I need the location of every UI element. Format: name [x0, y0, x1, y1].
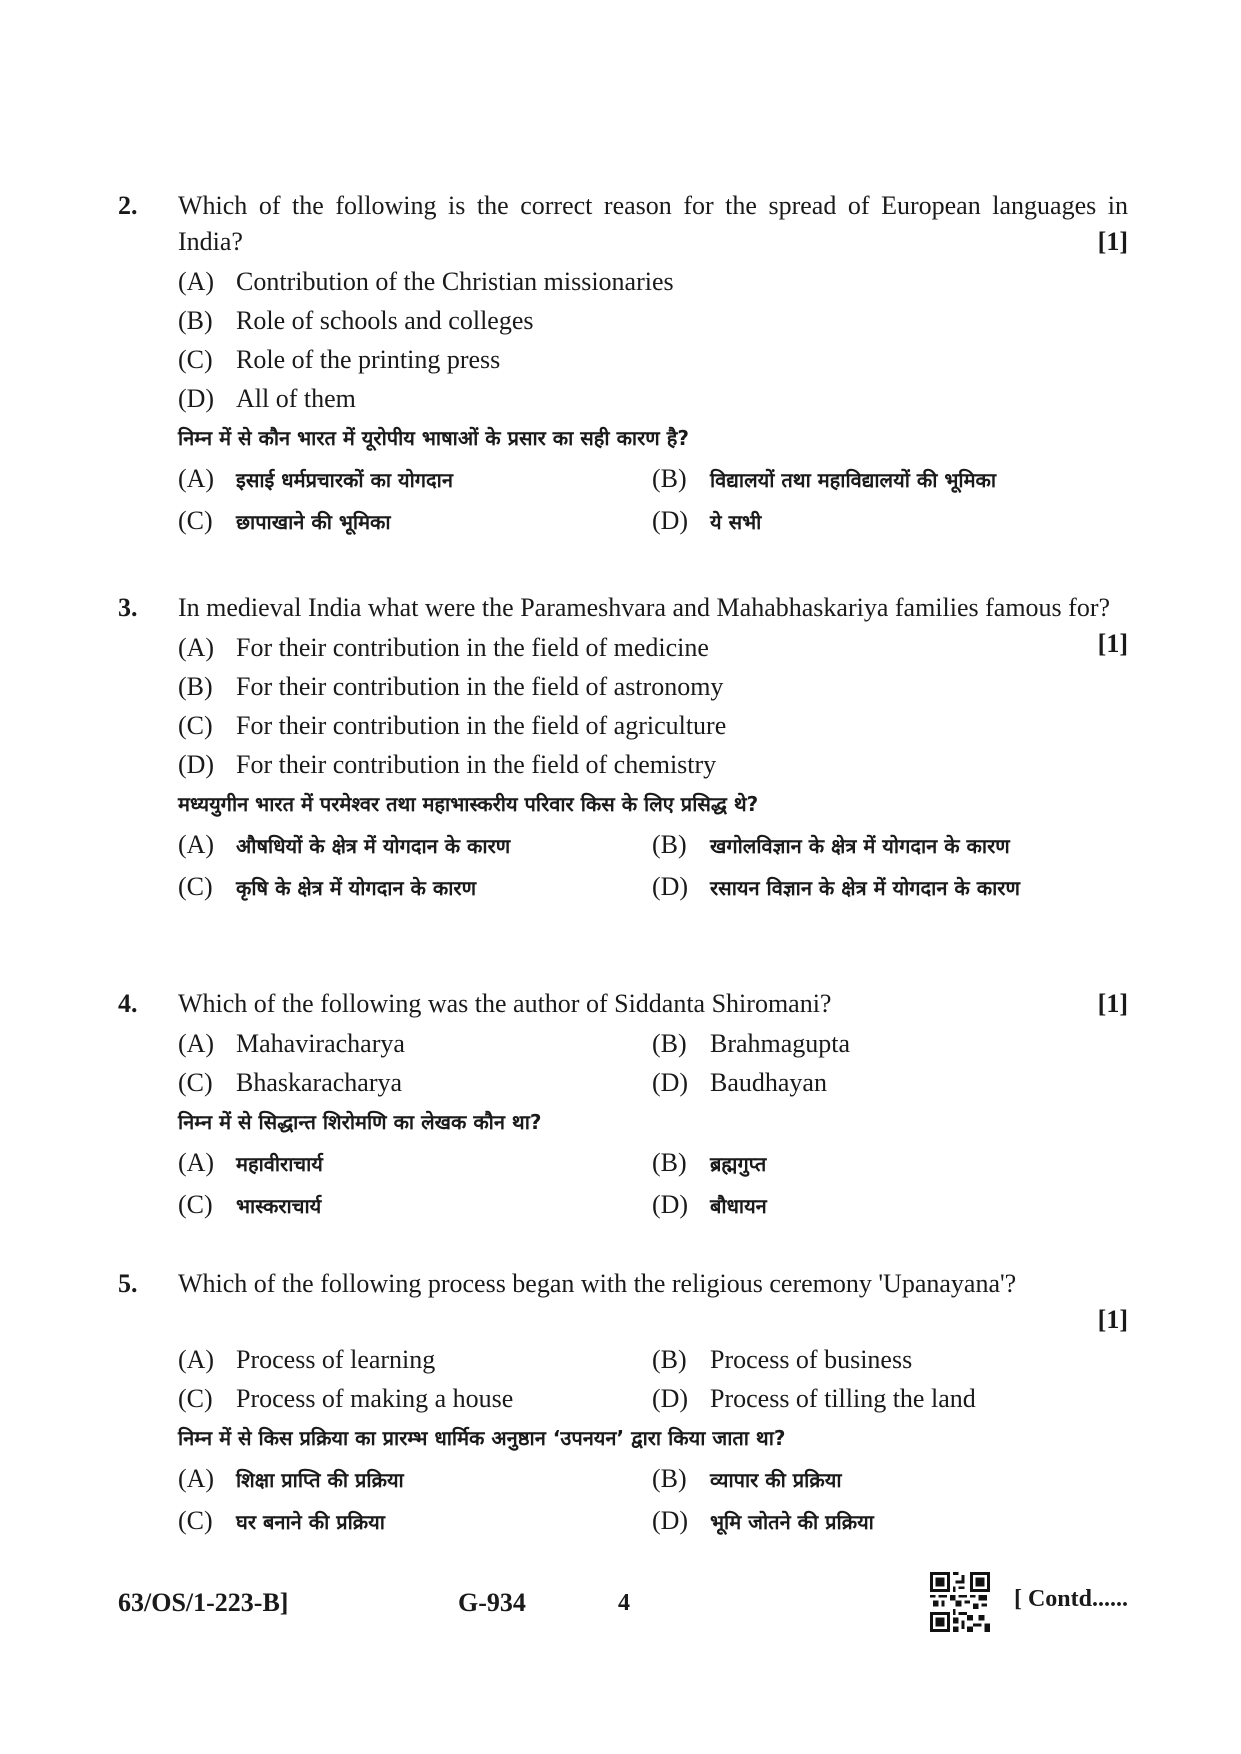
- hindi-option-c: (C) छापाखाने की भूमिका: [178, 506, 391, 535]
- hindi-question-text: निम्न में से कौन भारत में यूरोपीय भाषाओं के प्रसार का सही कारण है?: [178, 426, 689, 450]
- option-d: (D) For their contribution in the field of chemistry: [178, 750, 717, 779]
- hindi-options-row-2: [178, 1184, 1128, 1226]
- hindi-option-a: (A) इसाई धर्मप्रचारकों का योगदान: [178, 464, 453, 493]
- question-number: 2.: [118, 191, 138, 220]
- hindi-question-text: निम्न में से किस प्रक्रिया का प्रारम्भ धार्मिक अनुष्ठान ‘उपनयन’ द्वारा किया जाता था?: [178, 1426, 786, 1450]
- hindi-options-row-2: [178, 866, 1128, 908]
- english-options: [178, 628, 1128, 784]
- question-5: [118, 1266, 1128, 1542]
- hindi-option-c: (C) घर बनाने की प्रक्रिया: [178, 1506, 385, 1535]
- option-a: (A) Process of learning: [178, 1345, 436, 1374]
- page-number: 4: [618, 1590, 630, 1616]
- series-code: G-934: [458, 1588, 526, 1617]
- hindi-option-b: (B) विद्यालयों तथा महाविद्यालयों की भूमिका: [652, 464, 997, 493]
- option-c: (C) For their contribution in the field of agriculture: [178, 711, 727, 740]
- continued-label: [ Contd......: [1013, 1586, 1128, 1612]
- paper-code: 63/OS/1-223-B]: [118, 1588, 289, 1617]
- hindi-option-c: (C) भास्कराचार्य: [178, 1190, 322, 1219]
- option-a: (A) Mahaviracharya: [178, 1029, 405, 1058]
- question-text: Which of the following process began with the religious ceremony 'Upanayana'?: [178, 1269, 1017, 1298]
- hindi-option-b: (B) ब्रह्मगुप्त: [652, 1148, 767, 1177]
- question-marks: [1]: [1097, 1305, 1128, 1334]
- qr-code-icon: [930, 1572, 990, 1632]
- question-marks: [1]: [1097, 227, 1128, 256]
- english-options: [178, 1024, 1128, 1102]
- question-4: [118, 986, 1128, 1226]
- hindi-option-d: (D) ये सभी: [652, 506, 762, 535]
- hindi-option-a: (A) शिक्षा प्राप्ति की प्रक्रिया: [178, 1464, 404, 1493]
- option-c: (C) Role of the printing press: [178, 345, 501, 374]
- english-options: [178, 1340, 1128, 1418]
- hindi-options-row-1: [178, 458, 1128, 500]
- option-a: (A) For their contribution in the field of medicine: [178, 633, 709, 662]
- option-b: (B) Brahmagupta: [652, 1029, 851, 1058]
- question-marks: [1]: [1097, 629, 1128, 658]
- option-b: (B) Role of schools and colleges: [178, 306, 534, 335]
- hindi-option-d: (D) भूमि जोतने की प्रक्रिया: [652, 1506, 874, 1535]
- question-2: [118, 188, 1128, 542]
- english-options: [178, 262, 1128, 418]
- hindi-option-b: (B) खगोलविज्ञान के क्षेत्र में योगदान के कारण: [652, 830, 1010, 859]
- hindi-options-row-1: [178, 824, 1128, 866]
- hindi-option-c: (C) कृषि के क्षेत्र में योगदान के कारण: [178, 872, 477, 901]
- hindi-option-a: (A) महावीराचार्य: [178, 1148, 323, 1177]
- hindi-options-row-2: [178, 500, 1128, 542]
- option-c: (C) Process of making a house: [178, 1384, 514, 1413]
- question-3: [118, 590, 1128, 908]
- option-a: (A) Contribution of the Christian missionaries: [178, 267, 674, 296]
- hindi-option-d: (D) बौधायन: [652, 1190, 767, 1219]
- option-d: (D) Process of tilling the land: [652, 1384, 976, 1413]
- option-c: (C) Bhaskaracharya: [178, 1068, 403, 1097]
- page-footer: [118, 1570, 1128, 1634]
- question-marks: [1]: [1097, 989, 1128, 1018]
- question-text: Which of the following is the correct reason for the spread of European languages in India?: [178, 191, 1128, 256]
- option-d: (D) All of them: [178, 384, 356, 413]
- question-text: Which of the following was the author of Siddanta Shiromani?: [178, 989, 832, 1018]
- hindi-option-a: (A) औषधियों के क्षेत्र में योगदान के कारण: [178, 830, 511, 859]
- question-text: In medieval India what were the Parameshvara and Mahabhaskariya families famous for?: [178, 593, 1111, 622]
- hindi-option-d: (D) रसायन विज्ञान के क्षेत्र में योगदान के कारण: [652, 872, 1020, 901]
- hindi-options-row-2: [178, 1500, 1128, 1542]
- question-number: 5.: [118, 1269, 138, 1298]
- hindi-question-text: मध्ययुगीन भारत में परमेश्वर तथा महाभास्करीय परिवार किस के लिए प्रसिद्ध थे?: [178, 792, 759, 816]
- option-b: (B) Process of business: [652, 1345, 913, 1374]
- hindi-options-row-1: [178, 1142, 1128, 1184]
- question-number: 3.: [118, 593, 138, 622]
- hindi-options-row-1: [178, 1458, 1128, 1500]
- option-b: (B) For their contribution in the field of astronomy: [178, 672, 724, 701]
- hindi-option-b: (B) व्यापार की प्रक्रिया: [652, 1464, 842, 1493]
- hindi-question-text: निम्न में से सिद्धान्त शिरोमणि का लेखक कौन था?: [178, 1110, 542, 1134]
- option-d: (D) Baudhayan: [652, 1068, 827, 1097]
- question-number: 4.: [118, 989, 138, 1018]
